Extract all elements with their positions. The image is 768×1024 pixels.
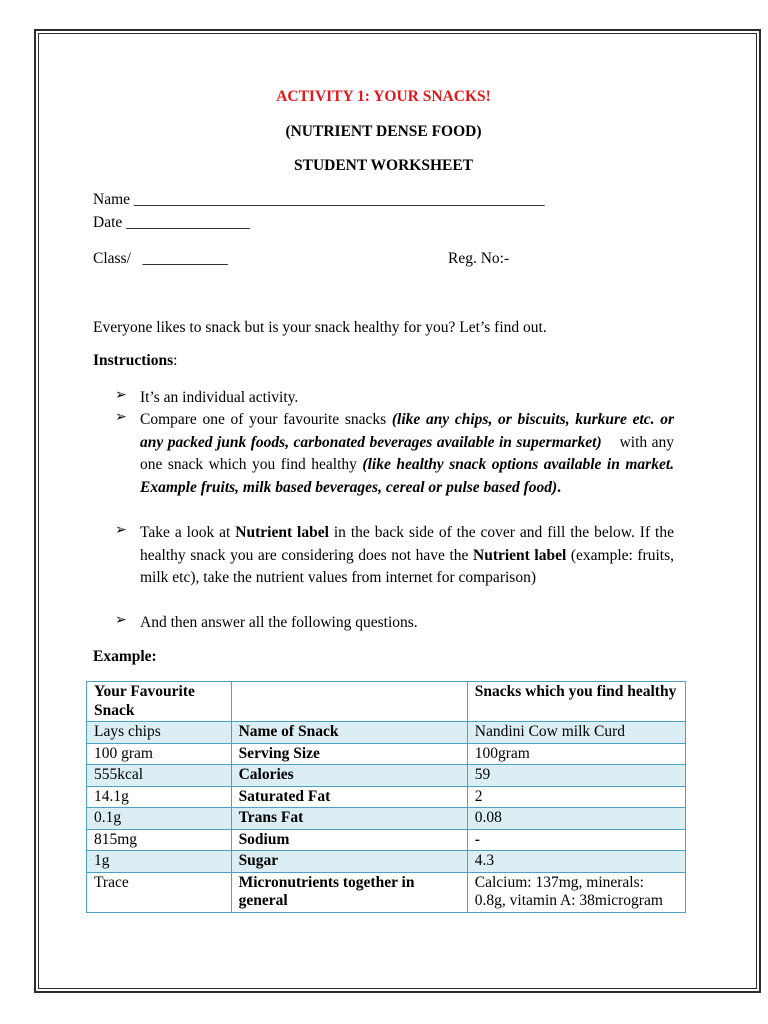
example-heading: Example:: [93, 648, 157, 665]
table-cell: 0.1g: [87, 808, 232, 830]
instruction-4: And then answer all the following questions.: [140, 614, 418, 631]
table-cell: Name of Snack: [231, 722, 467, 744]
instructions-heading: [93, 352, 177, 370]
table-row: [87, 808, 686, 830]
date-line[interactable]: ________________: [126, 214, 251, 231]
table-cell: Sodium: [231, 829, 467, 851]
name-label: Name: [93, 191, 131, 208]
table-header-cell: Your Favourite Snack: [87, 682, 232, 722]
instructions-colon: :: [173, 352, 178, 369]
table-cell: 815mg: [87, 829, 232, 851]
table-cell: 4.3: [467, 851, 685, 873]
table-cell: 59: [467, 765, 685, 787]
instruction-3-part: in the back side of the cover and fill the below. If the healthy snack you are considering does not have the: [140, 524, 674, 564]
table-row: [87, 722, 686, 744]
instruction-2-part: Compare one of your favourite snacks: [140, 411, 387, 428]
table-cell: 1g: [87, 851, 232, 873]
arrowhead-bullet-icon: ➢: [115, 410, 127, 425]
instruction-2-period: .: [557, 478, 562, 496]
table-cell: 14.1g: [87, 786, 232, 808]
name-field[interactable]: [93, 191, 545, 209]
arrowhead-bullet-icon: ➢: [115, 613, 127, 628]
table-cell: Trace: [87, 872, 232, 912]
instruction-3-part: (example: fruits, milk etc), take the nutrient values from internet for comparison): [140, 546, 674, 586]
class-line[interactable]: ___________: [142, 250, 228, 267]
table-cell: Sugar: [231, 851, 467, 873]
table-cell: Nandini Cow milk Curd: [467, 722, 685, 744]
arrowhead-bullet-icon: ➢: [115, 388, 127, 403]
table-row: [87, 786, 686, 808]
activity-subtitle: (NUTRIENT DENSE FOOD): [285, 123, 482, 140]
table-cell: Trans Fat: [231, 808, 467, 830]
table-cell: Serving Size: [231, 743, 467, 765]
arrowhead-bullet-icon: ➢: [115, 523, 127, 538]
table-header-row: [87, 682, 686, 722]
instruction-3: [140, 522, 674, 590]
table-cell: 100 gram: [87, 743, 232, 765]
table-row: [87, 765, 686, 787]
table-row: [87, 872, 686, 912]
name-line[interactable]: _____________________________________________________: [133, 191, 545, 208]
example-table: [86, 681, 686, 913]
instruction-2-examples: (like any chips, or biscuits, kurkure etc. or any packed junk foods, carbonated beverages available in supermarket): [140, 411, 675, 451]
table-cell: Lays chips: [87, 722, 232, 744]
date-field[interactable]: [93, 214, 250, 232]
nutrient-label-term: Nutrient label: [473, 546, 567, 564]
worksheet-title: STUDENT WORKSHEET: [293, 157, 474, 174]
instruction-3-part: Take a look at: [140, 524, 231, 541]
table-header-cell: [231, 682, 467, 722]
table-cell: -: [467, 829, 685, 851]
table-cell: Micronutrients together in general: [231, 872, 467, 912]
table-row: [87, 851, 686, 873]
instructions-label: Instructions: [93, 352, 174, 369]
intro-text: Everyone likes to snack but is your snack healthy for you? Let’s find out.: [93, 319, 547, 336]
table-header-cell: Snacks which you find healthy: [467, 682, 685, 722]
reg-no-label: Reg. No:-: [448, 250, 510, 267]
class-field[interactable]: [93, 250, 228, 268]
date-label: Date: [93, 214, 123, 231]
table-cell: 555kcal: [87, 765, 232, 787]
instruction-1: It’s an individual activity.: [140, 389, 299, 406]
instruction-2-healthy-examples: (like healthy snack options available in market. Example fruits, milk based beverages, cereal or pulse based food): [140, 456, 675, 496]
instruction-2: [140, 409, 674, 499]
instruction-2-part: with any one snack which you find healthy: [140, 433, 675, 473]
activity-title: ACTIVITY 1: YOUR SNACKS!: [276, 88, 491, 105]
table-cell: 0.08: [467, 808, 685, 830]
table-cell: Saturated Fat: [231, 786, 467, 808]
table-cell: 100gram: [467, 743, 685, 765]
table-row: [87, 829, 686, 851]
table-cell: Calcium: 137mg, minerals: 0.8g, vitamin A: 38microgram: [467, 872, 685, 912]
table-cell: Calories: [231, 765, 467, 787]
class-label: Class/: [93, 250, 131, 267]
nutrient-label-term: Nutrient label: [235, 524, 329, 541]
table-row: [87, 743, 686, 765]
table-cell: 2: [467, 786, 685, 808]
